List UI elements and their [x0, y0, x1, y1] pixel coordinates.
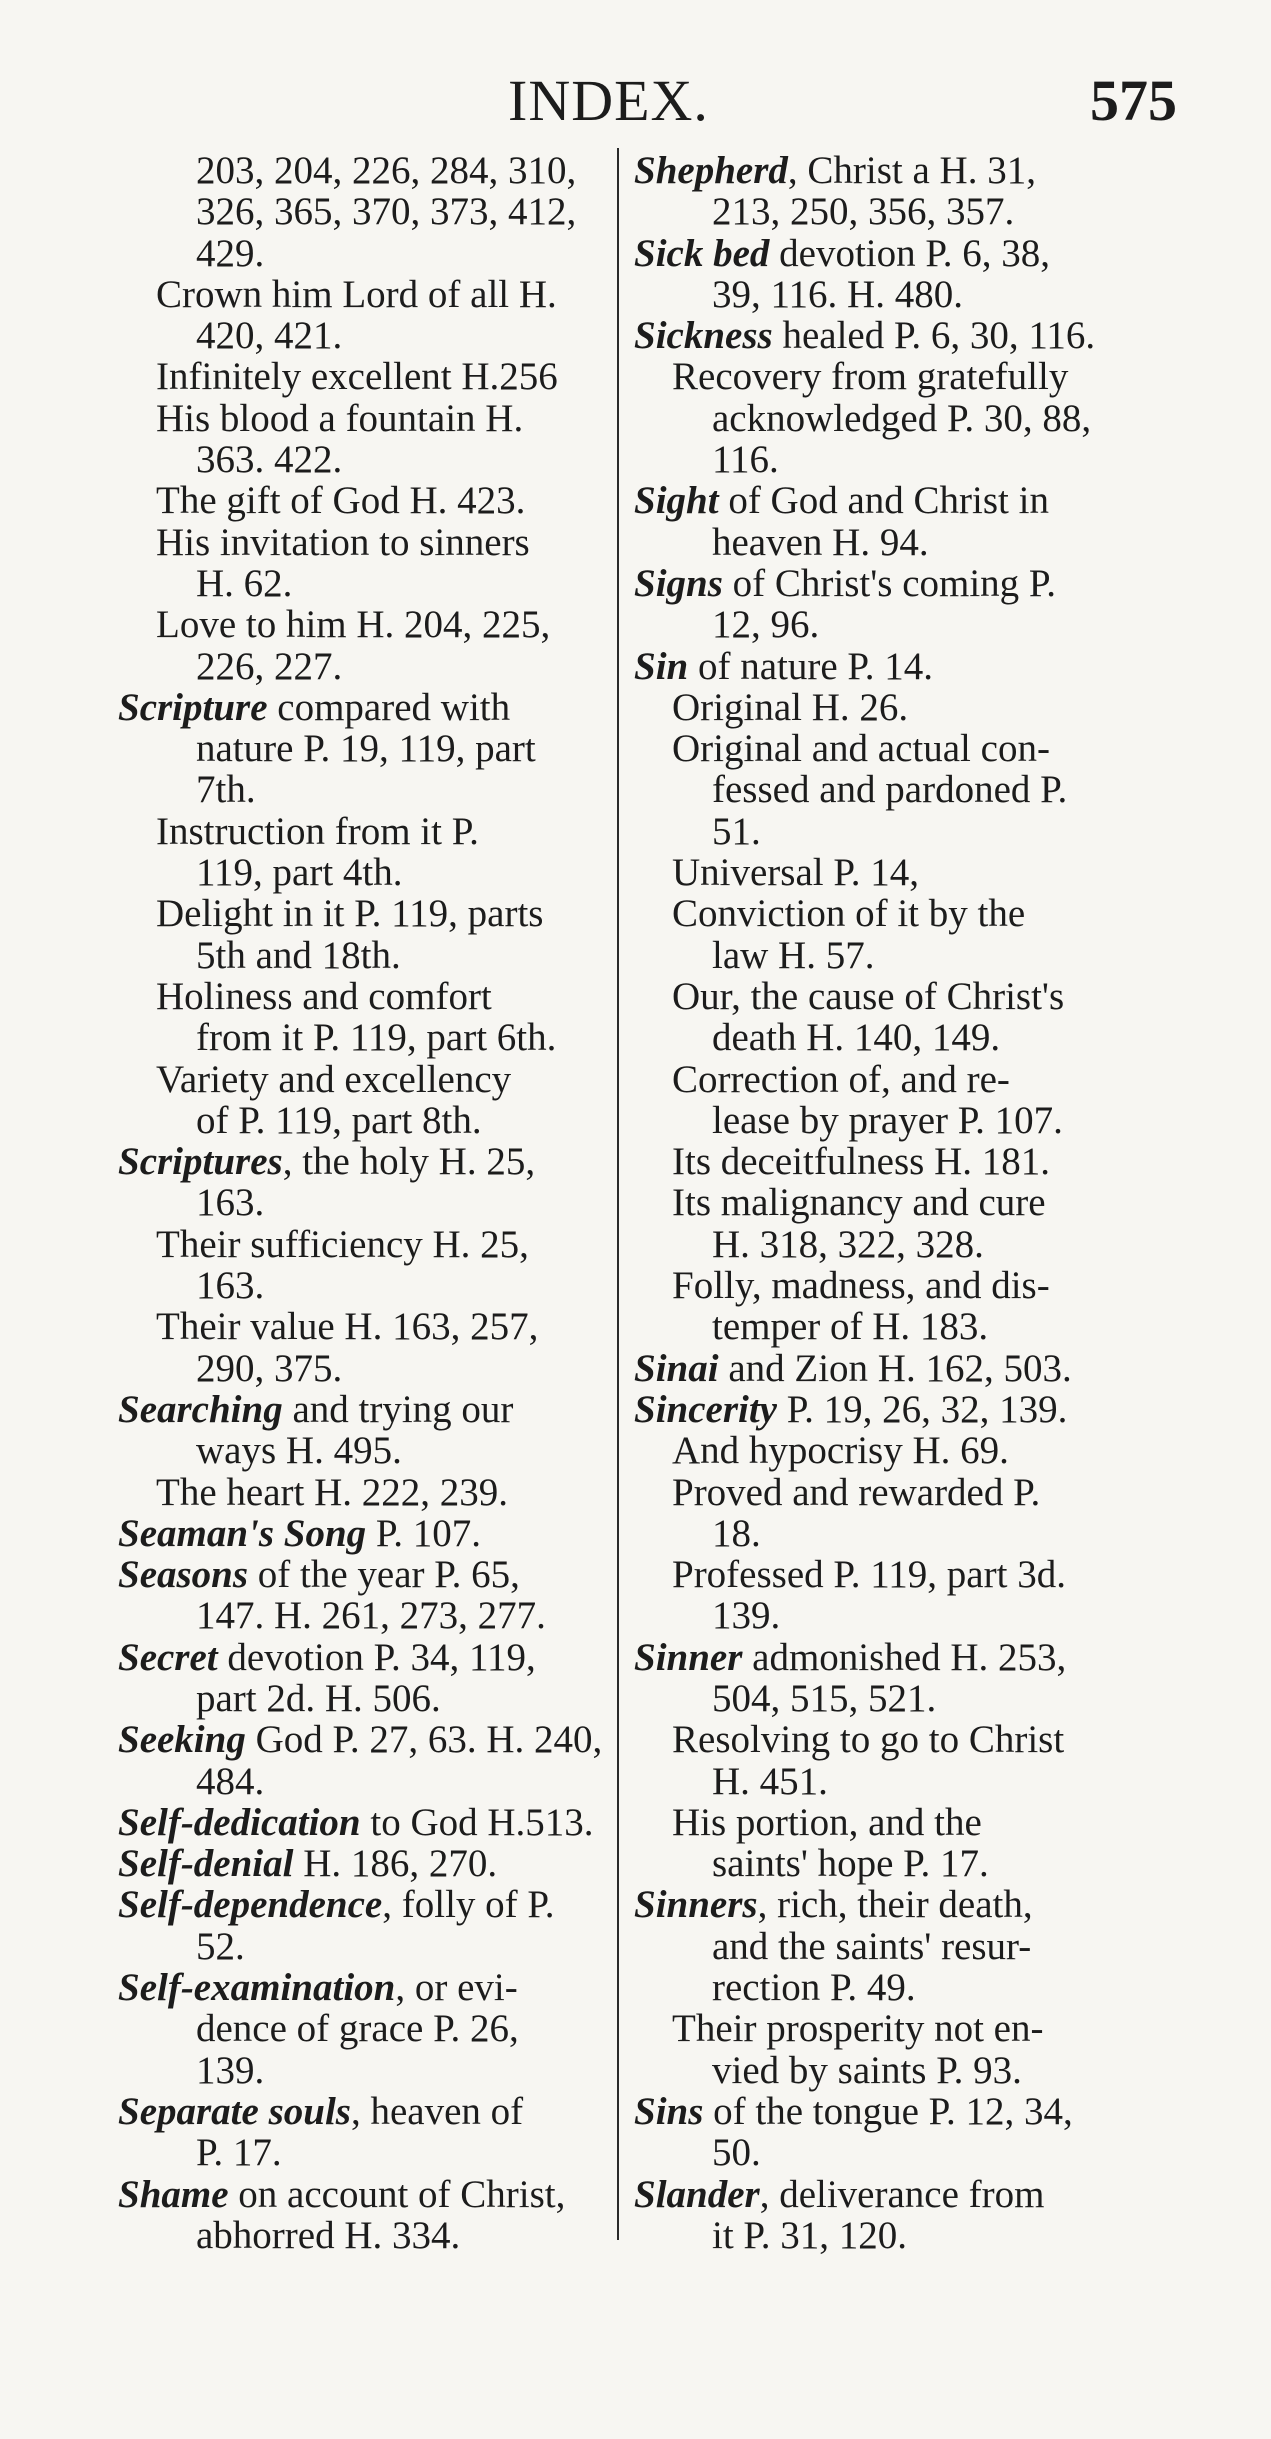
index-text: 7th. — [196, 768, 256, 812]
index-text: heaven H. 94. — [712, 520, 929, 564]
index-term: Sinners — [634, 1883, 758, 1927]
index-term: Seaman's Song — [118, 1511, 367, 1555]
index-text: Variety and excellency — [156, 1057, 512, 1101]
index-text: of God and Christ in — [718, 479, 1049, 523]
index-text: Our, the cause of Christ's — [672, 974, 1065, 1018]
index-text: 226, 227. — [196, 644, 343, 688]
index-subentry — [118, 356, 606, 397]
index-subentry — [634, 1678, 1154, 1719]
index-subentry — [634, 398, 1154, 439]
index-text: nature P. 19, 119, part — [196, 727, 536, 771]
index-text: law H. 57. — [712, 933, 875, 977]
index-subentry — [634, 2132, 1154, 2173]
index-subentry — [634, 1430, 1154, 1471]
index-subentry — [118, 563, 606, 604]
index-subentry — [118, 233, 606, 274]
index-entry — [634, 1389, 1154, 1430]
index-text: Love to him H. 204, 225, — [156, 603, 551, 647]
page-number: 575 — [1090, 68, 1177, 133]
index-entry — [634, 2174, 1154, 2215]
index-entry — [118, 1637, 606, 1678]
index-text: devotion P. 6, 38, — [769, 231, 1051, 275]
index-text: H. 318, 322, 328. — [712, 1222, 984, 1266]
index-subentry — [118, 522, 606, 563]
index-text: Original H. 26. — [672, 685, 909, 729]
index-entry — [118, 1389, 606, 1430]
index-text: compared with — [267, 685, 511, 729]
index-subentry — [118, 811, 606, 852]
index-term: Sin — [634, 644, 689, 688]
index-subentry — [634, 1182, 1154, 1223]
index-subentry — [118, 2215, 606, 2256]
index-text: to God H.513. — [360, 1800, 594, 1844]
index-term: Signs — [634, 561, 723, 605]
index-entry — [634, 233, 1154, 274]
index-text: , heaven of — [350, 2089, 524, 2133]
index-term: Scripture — [118, 685, 268, 729]
index-text: fessed and pardoned P. — [712, 768, 1068, 812]
index-subentry — [118, 2132, 606, 2173]
index-subentry — [634, 1306, 1154, 1347]
index-text: , rich, their death, — [757, 1883, 1033, 1927]
index-text: abhorred H. 334. — [196, 2213, 461, 2257]
index-text: Proved and rewarded P. — [672, 1470, 1041, 1514]
index-text: 163. — [196, 1181, 265, 1225]
index-term: Sincerity — [634, 1387, 777, 1431]
index-term: Seasons — [118, 1553, 249, 1597]
index-term: Slander — [634, 2172, 760, 2216]
index-entry — [118, 1141, 606, 1182]
index-term: Self-dependence — [118, 1883, 383, 1927]
index-subentry — [118, 1430, 606, 1471]
index-column-right — [634, 150, 1154, 2256]
index-text: P. 17. — [196, 2131, 282, 2175]
index-text: of P. 119, part 8th. — [196, 1098, 482, 1142]
index-term: Scriptures — [118, 1140, 283, 1184]
index-subentry — [118, 935, 606, 976]
index-entry — [118, 1884, 606, 1925]
index-text: 203, 204, 226, 284, 310, — [196, 149, 577, 192]
index-subentry — [118, 1017, 606, 1058]
index-subentry — [118, 604, 606, 645]
index-subentry — [118, 1306, 606, 1347]
index-text: ways H. 495. — [196, 1429, 402, 1473]
index-text: 5th and 18th. — [196, 933, 401, 977]
index-subentry — [634, 811, 1154, 852]
index-text: 50. — [712, 2131, 761, 2175]
index-term: Secret — [118, 1635, 218, 1679]
index-text: death H. 140, 149. — [712, 1016, 1001, 1060]
index-subentry — [118, 646, 606, 687]
index-subentry — [118, 480, 606, 521]
index-subentry — [634, 769, 1154, 810]
index-subentry — [118, 1182, 606, 1223]
index-subentry — [634, 1926, 1154, 1967]
index-entry — [634, 150, 1154, 191]
index-subentry — [118, 728, 606, 769]
index-subentry — [118, 439, 606, 480]
index-subentry — [118, 191, 606, 232]
index-subentry — [118, 1926, 606, 1967]
index-subentry — [118, 1265, 606, 1306]
index-text: 213, 250, 356, 357. — [712, 190, 1015, 234]
index-term: Sickness — [634, 314, 773, 358]
index-text: Conviction of it by the — [672, 892, 1026, 936]
index-subentry — [118, 1761, 606, 1802]
index-text: P. 107. — [366, 1511, 482, 1555]
index-text: , deliverance from — [759, 2172, 1045, 2216]
index-subentry — [634, 893, 1154, 934]
index-term: Self-denial — [118, 1842, 294, 1886]
index-term: Sins — [634, 2089, 704, 2133]
index-text: 139. — [196, 2048, 265, 2092]
index-subentry — [118, 1472, 606, 1513]
index-text: P. 19, 26, 32, 139. — [777, 1387, 1068, 1431]
index-text: The heart H. 222, 239. — [156, 1470, 508, 1514]
index-text: 326, 365, 370, 373, 412, — [196, 190, 577, 234]
index-text: 116. — [712, 438, 779, 482]
index-text: Original and actual con- — [672, 727, 1050, 771]
index-text: and Zion H. 162, 503. — [718, 1346, 1072, 1390]
index-text: Resolving to go to Christ — [672, 1718, 1065, 1762]
index-text: Its malignancy and cure — [672, 1181, 1046, 1225]
index-text: 39, 116. H. 480. — [712, 272, 963, 316]
index-subentry — [634, 1224, 1154, 1265]
index-text: Their value H. 163, 257, — [156, 1305, 539, 1349]
index-text: rection P. 49. — [712, 1966, 916, 2010]
index-subentry — [118, 976, 606, 1017]
index-entry — [118, 1843, 606, 1884]
index-term: Self-dedication — [118, 1800, 361, 1844]
index-entry — [634, 315, 1154, 356]
index-term: Sight — [634, 479, 719, 523]
index-entry — [118, 1719, 606, 1760]
index-subentry — [634, 976, 1154, 1017]
index-text: 484. — [196, 1759, 265, 1803]
index-subentry — [118, 398, 606, 439]
index-subentry — [118, 769, 606, 810]
index-text: H. 186, 270. — [293, 1842, 498, 1886]
index-term: Sinai — [634, 1346, 719, 1390]
index-entry — [118, 2174, 606, 2215]
index-text: and the saints' resur- — [712, 1924, 1032, 1968]
index-subentry — [634, 1513, 1154, 1554]
index-entry — [634, 480, 1154, 521]
index-term: Shame — [118, 2172, 229, 2216]
index-text: Universal P. 14, — [672, 851, 919, 895]
index-text: saints' hope P. 17. — [712, 1842, 989, 1886]
index-subentry — [634, 728, 1154, 769]
index-subentry — [634, 2008, 1154, 2049]
index-text: Correction of, and re- — [672, 1057, 1010, 1101]
index-text: 163. — [196, 1264, 265, 1308]
index-text: His portion, and the — [672, 1800, 982, 1844]
index-subentry — [118, 1059, 606, 1100]
index-subentry — [634, 687, 1154, 728]
index-entry — [118, 1513, 606, 1554]
index-text: Recovery from gratefully — [672, 355, 1069, 399]
index-text: And hypocrisy H. 69. — [672, 1429, 1009, 1473]
index-text: 429. — [196, 231, 265, 275]
index-entry — [634, 1637, 1154, 1678]
index-subentry — [634, 1802, 1154, 1843]
index-subentry — [634, 1265, 1154, 1306]
index-subentry — [118, 1100, 606, 1141]
index-entry — [118, 1802, 606, 1843]
index-text: , or evi- — [395, 1966, 518, 2010]
index-text: The gift of God H. 423. — [156, 479, 526, 523]
index-text: of the year P. 65, — [248, 1553, 520, 1597]
index-text: 420, 421. — [196, 314, 343, 358]
index-subentry — [634, 1554, 1154, 1595]
index-text: Infinitely excellent H.256 — [156, 355, 558, 399]
index-subentry — [634, 935, 1154, 976]
index-subentry — [634, 1761, 1154, 1802]
index-text: 147. H. 261, 273, 277. — [196, 1594, 546, 1638]
index-subentry — [634, 1595, 1154, 1636]
index-text: 119, part 4th. — [196, 851, 403, 895]
index-subentry — [634, 1719, 1154, 1760]
index-text: vied by saints P. 93. — [712, 2048, 1022, 2092]
index-text: Its deceitfulness H. 181. — [672, 1140, 1051, 1184]
index-term: Sinner — [634, 1635, 743, 1679]
index-entry — [634, 2091, 1154, 2132]
index-subentry — [118, 893, 606, 934]
index-term: Shepherd — [634, 149, 788, 192]
index-subentry — [118, 315, 606, 356]
index-term: Searching — [118, 1387, 283, 1431]
index-text: of Christ's coming P. — [722, 561, 1057, 605]
index-entry — [118, 1554, 606, 1595]
index-text: , folly of P. — [382, 1883, 555, 1927]
index-text: 139. — [712, 1594, 781, 1638]
index-entry — [634, 1348, 1154, 1389]
index-entry — [634, 646, 1154, 687]
index-text: H. 62. — [196, 561, 293, 605]
index-entry — [118, 687, 606, 728]
index-subentry — [634, 1141, 1154, 1182]
index-subentry — [634, 2215, 1154, 2256]
index-subentry — [634, 1472, 1154, 1513]
index-text: from it P. 119, part 6th. — [196, 1016, 557, 1060]
index-subentry — [634, 1059, 1154, 1100]
index-term: Sick bed — [634, 231, 770, 275]
index-text: , the holy H. 25, — [282, 1140, 536, 1184]
index-text: it P. 31, 120. — [712, 2213, 908, 2257]
index-subentry — [634, 1967, 1154, 2008]
index-subentry — [118, 852, 606, 893]
index-subentry — [118, 1224, 606, 1265]
index-text: Holiness and comfort — [156, 974, 492, 1018]
index-text: Delight in it P. 119, parts — [156, 892, 544, 936]
index-text: Their sufficiency H. 25, — [156, 1222, 529, 1266]
index-entry — [118, 1967, 606, 2008]
index-subentry — [634, 439, 1154, 480]
index-text: admonished H. 253, — [742, 1635, 1067, 1679]
index-text: acknowledged P. 30, 88, — [712, 396, 1092, 440]
index-text: lease by prayer P. 107. — [712, 1098, 1063, 1142]
index-text: of the tongue P. 12, 34, — [703, 2089, 1073, 2133]
index-text: healed P. 6, 30, 116. — [772, 314, 1096, 358]
index-text: , Christ a H. 31, — [787, 149, 1036, 192]
index-column-left — [118, 150, 606, 2256]
index-entry — [634, 1884, 1154, 1925]
index-subentry — [634, 522, 1154, 563]
index-text: dence of grace P. 26, — [196, 2007, 519, 2051]
index-subentry — [118, 150, 606, 191]
index-subentry — [118, 2050, 606, 2091]
page-title: INDEX. — [508, 68, 709, 133]
index-term: Separate souls — [118, 2089, 351, 2133]
index-text: 504, 515, 521. — [712, 1676, 937, 1720]
index-text: temper of H. 183. — [712, 1305, 989, 1349]
index-text: Professed P. 119, part 3d. — [672, 1553, 1066, 1597]
index-subentry — [634, 356, 1154, 397]
index-subentry — [634, 191, 1154, 232]
index-subentry — [634, 1100, 1154, 1141]
index-text: Folly, madness, and dis- — [672, 1264, 1050, 1308]
index-entry — [118, 2091, 606, 2132]
index-subentry — [634, 2050, 1154, 2091]
index-text: 51. — [712, 809, 761, 853]
index-text: Instruction from it P. — [156, 809, 479, 853]
index-text: on account of Christ, — [228, 2172, 566, 2216]
index-text: 290, 375. — [196, 1346, 343, 1390]
index-entry — [634, 563, 1154, 604]
index-text: part 2d. H. 506. — [196, 1676, 441, 1720]
index-text: Their prosperity not en- — [672, 2007, 1044, 2051]
index-text: 52. — [196, 1924, 245, 1968]
index-subentry — [634, 1017, 1154, 1058]
index-text: 363. 422. — [196, 438, 343, 482]
index-subentry — [118, 2008, 606, 2049]
page-header — [0, 66, 1271, 136]
index-term: Self-examination — [118, 1966, 396, 2010]
index-text: H. 451. — [712, 1759, 828, 1803]
index-subentry — [634, 852, 1154, 893]
index-text: 12, 96. — [712, 603, 820, 647]
index-subentry — [118, 1348, 606, 1389]
index-text: of nature P. 14. — [688, 644, 934, 688]
index-subentry — [118, 1678, 606, 1719]
index-subentry — [634, 1843, 1154, 1884]
index-text: 18. — [712, 1511, 761, 1555]
index-subentry — [634, 604, 1154, 645]
index-subentry — [118, 1595, 606, 1636]
index-text: His blood a fountain H. — [156, 396, 524, 440]
index-text: God P. 27, 63. H. 240, — [245, 1718, 603, 1762]
index-subentry — [118, 274, 606, 315]
index-subentry — [634, 274, 1154, 315]
column-divider — [617, 148, 619, 2240]
index-term: Seeking — [118, 1718, 246, 1762]
index-text: Crown him Lord of all H. — [156, 272, 557, 316]
index-text: and trying our — [282, 1387, 514, 1431]
index-text: His invitation to sinners — [156, 520, 530, 564]
index-text: devotion P. 34, 119, — [217, 1635, 536, 1679]
